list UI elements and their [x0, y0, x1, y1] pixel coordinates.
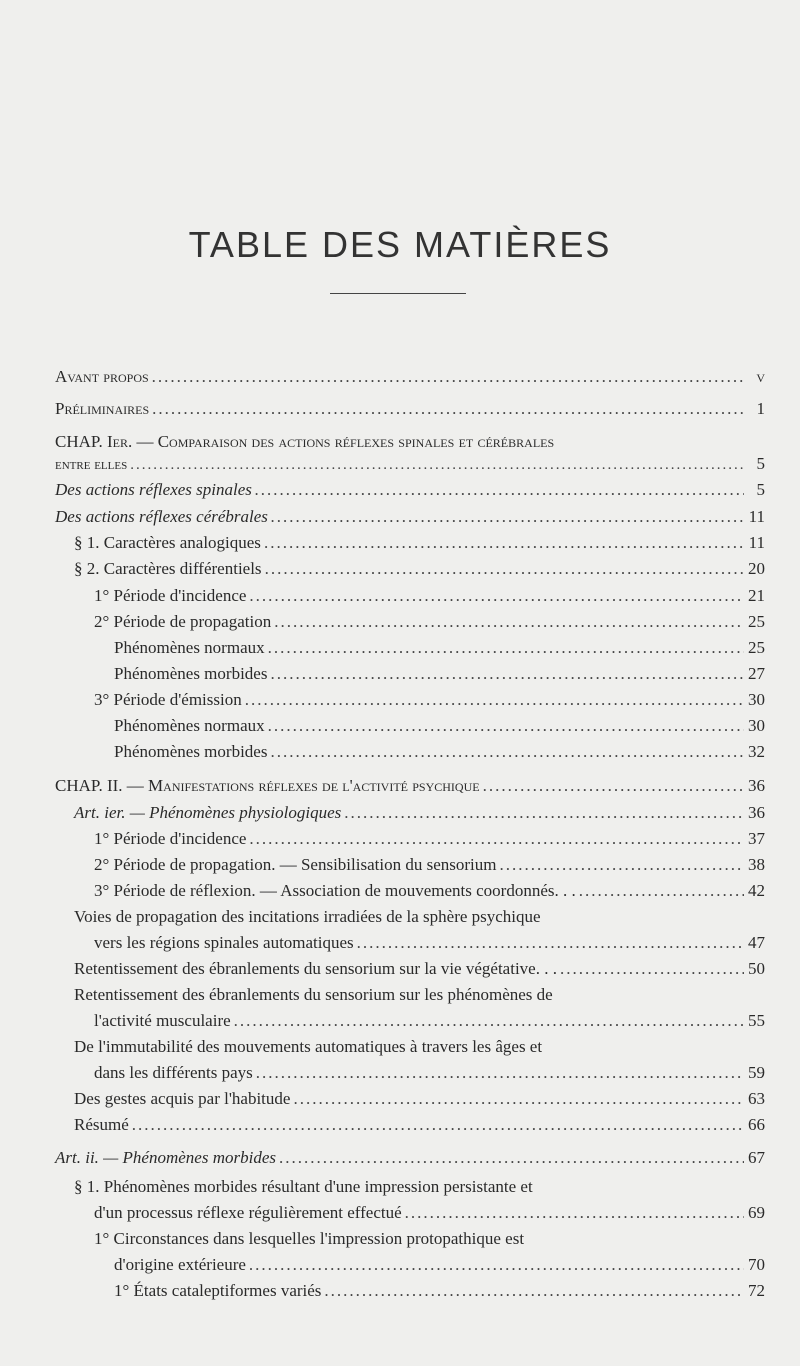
toc-entry-line1: Retentissement des ébranlements du sensorium sur les phénomènes de: [74, 985, 553, 1004]
toc-entry: entre elles ..... 5: [55, 454, 765, 480]
toc-entry: Résumé ..... 66: [74, 1115, 765, 1141]
toc-entry: dans les différents pays ..... 59: [94, 1063, 765, 1089]
toc-entry: CHAP. II. — Manifestations réflexes de l'activité psychique ..... 36: [55, 776, 765, 802]
toc-entry: Des actions réflexes spinales ..... 5: [55, 480, 765, 506]
toc-entry-line1: CHAP. Ier. — Comparaison des actions réflexes spinales et cérébrales: [55, 432, 555, 451]
toc-entry: Phénomènes morbides ..... 32: [114, 742, 765, 768]
toc-entry: 3° Période de réflexion. — Association de mouvements coordonnés. . . ..... 42: [94, 881, 765, 907]
toc-entry: 1° Période d'incidence ..... 37: [94, 829, 765, 855]
toc-entry: Retentissement des ébranlements du sensorium sur la vie végétative. . . ..... 50: [74, 959, 765, 985]
toc-entry: Avant propos ..... v: [55, 367, 765, 393]
toc-entry: 2° Période de propagation ..... 25: [94, 612, 765, 638]
toc-entry-line1: § 1. Phénomènes morbides résultant d'une impression persistante et: [74, 1177, 533, 1196]
toc-entry: 3° Période d'émission ..... 30: [94, 690, 765, 716]
toc-entry-line1: Voies de propagation des incitations irradiées de la sphère psychique: [74, 907, 541, 926]
toc-entry-line1: 1° Circonstances dans lesquelles l'impression protopathique est: [94, 1229, 525, 1248]
toc-entry: Art. ii. — Phénomènes morbides ..... 67: [55, 1148, 765, 1174]
toc-entry: § 2. Caractères différentiels ..... 20: [74, 559, 765, 585]
toc-entry: d'un processus réflexe régulièrement effectué ..... 69: [94, 1203, 765, 1229]
title-rule: [330, 293, 466, 294]
toc-entry: Phénomènes normaux ..... 25: [114, 638, 765, 664]
toc-entry: d'origine extérieure ..... 70: [114, 1255, 765, 1281]
toc-entry: Préliminaires ..... 1: [55, 399, 765, 425]
page-title: TABLE DES MATIÈRES: [188, 224, 612, 265]
toc-entry: 1° Période d'incidence ..... 21: [94, 586, 765, 612]
toc-entry-line1: De l'immutabilité des mouvements automatiques à travers les âges et: [74, 1037, 543, 1056]
toc-entry: Art. ier. — Phénomènes physiologiques ..... 36: [74, 803, 765, 829]
toc-entry: Phénomènes morbides ..... 27: [114, 664, 765, 690]
toc-entry: Des gestes acquis par l'habitude ..... 63: [74, 1089, 765, 1115]
toc-entry: 1° États cataleptiformes variés ..... 72: [114, 1281, 765, 1307]
toc-entry: Phénomènes normaux ..... 30: [114, 716, 765, 742]
toc-entry: Des actions réflexes cérébrales ..... 11: [55, 507, 765, 533]
toc-entry: 2° Période de propagation. — Sensibilisation du sensorium ..... 38: [94, 855, 765, 881]
toc-entry: § 1. Caractères analogiques ..... 11: [74, 533, 765, 559]
toc-entry: l'activité musculaire ..... 55: [94, 1011, 765, 1037]
toc-entry: vers les régions spinales automatiques ..... 47: [94, 933, 765, 959]
